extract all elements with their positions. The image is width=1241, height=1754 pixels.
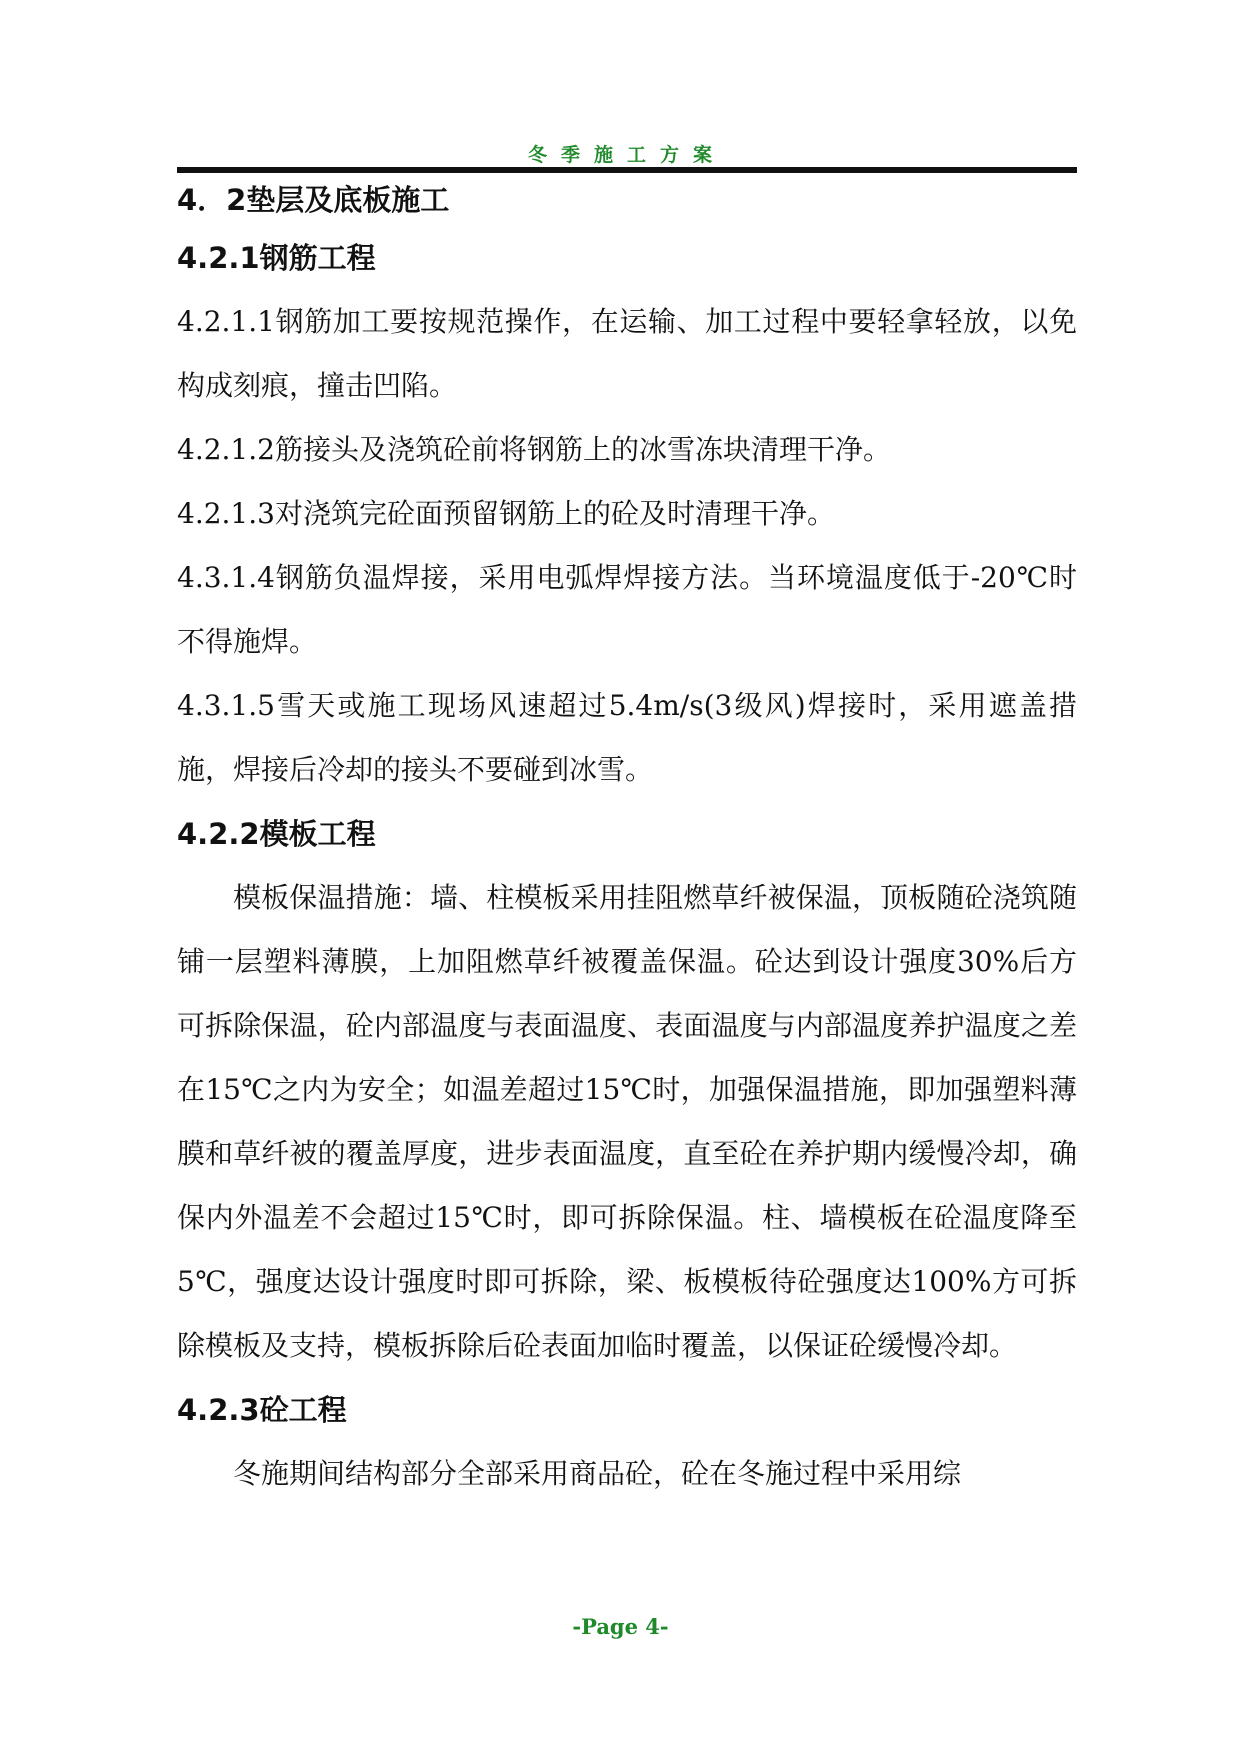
section-heading: 4．2垫层及底板施工: [177, 183, 450, 217]
rebar-item-1: 4.2.1.1钢筋加工要按规范操作，在运输、加工过程中要轻拿轻放，以免构成刻痕，撞击凹陷。: [177, 305, 1077, 402]
running-header-title: 冬季施工方案: [527, 144, 726, 166]
header-rule: [177, 167, 1077, 173]
rebar-item-4: 4.3.1.4钢筋负温焊接，采用电弧焊焊接方法。当环境温度低于-20℃时不得施焊。: [177, 561, 1077, 658]
page-number: -Page 4-: [572, 1614, 669, 1639]
rebar-item-2: 4.2.1.2筋接头及浇筑砼前将钢筋上的冰雪冻块清理干净。: [177, 433, 891, 466]
document-body: [177, 180, 1077, 1506]
concrete-paragraph: 冬施期间结构部分全部采用商品砼，砼在冬施过程中采用综: [233, 1457, 962, 1490]
formwork-paragraph: 模板保温措施：墙、柱模板采用挂阻燃草纤被保温，顶板随砼浇筑随铺一层塑料薄膜，上加阻燃草纤被覆盖保温。砼达到设计强度30%后方可拆除保温，砼内部温度与表面温度、表面温度与内部温度养护温度之差在15℃之内为安全；如温差超过15℃时，加强保温措施，即加强塑料薄膜和草纤被的覆盖厚度，进步表面温度，直至砼在养护期内缓慢冷却，确保内外温差不会超过15℃时，即可拆除保温。柱、墙模板在砼温度降至5℃，强度达设计强度时即可拆除，梁、板模板待砼强度达100%方可拆除模板及支持，模板拆除后砼表面加临时覆盖，以保证砼缓慢冷却。: [177, 881, 1077, 1362]
formwork-heading: 4.2.2模板工程: [177, 817, 376, 851]
rebar-item-3: 4.2.1.3对浇筑完砼面预留钢筋上的砼及时清理干净。: [177, 497, 835, 530]
rebar-heading: 4.2.1钢筋工程: [177, 241, 376, 275]
rebar-item-5: 4.3.1.5雪天或施工现场风速超过5.4m/s(3级风)焊接时，采用遮盖措施，焊接后冷却的接头不要碰到冰雪。: [177, 689, 1077, 786]
concrete-heading: 4.2.3砼工程: [177, 1393, 347, 1427]
